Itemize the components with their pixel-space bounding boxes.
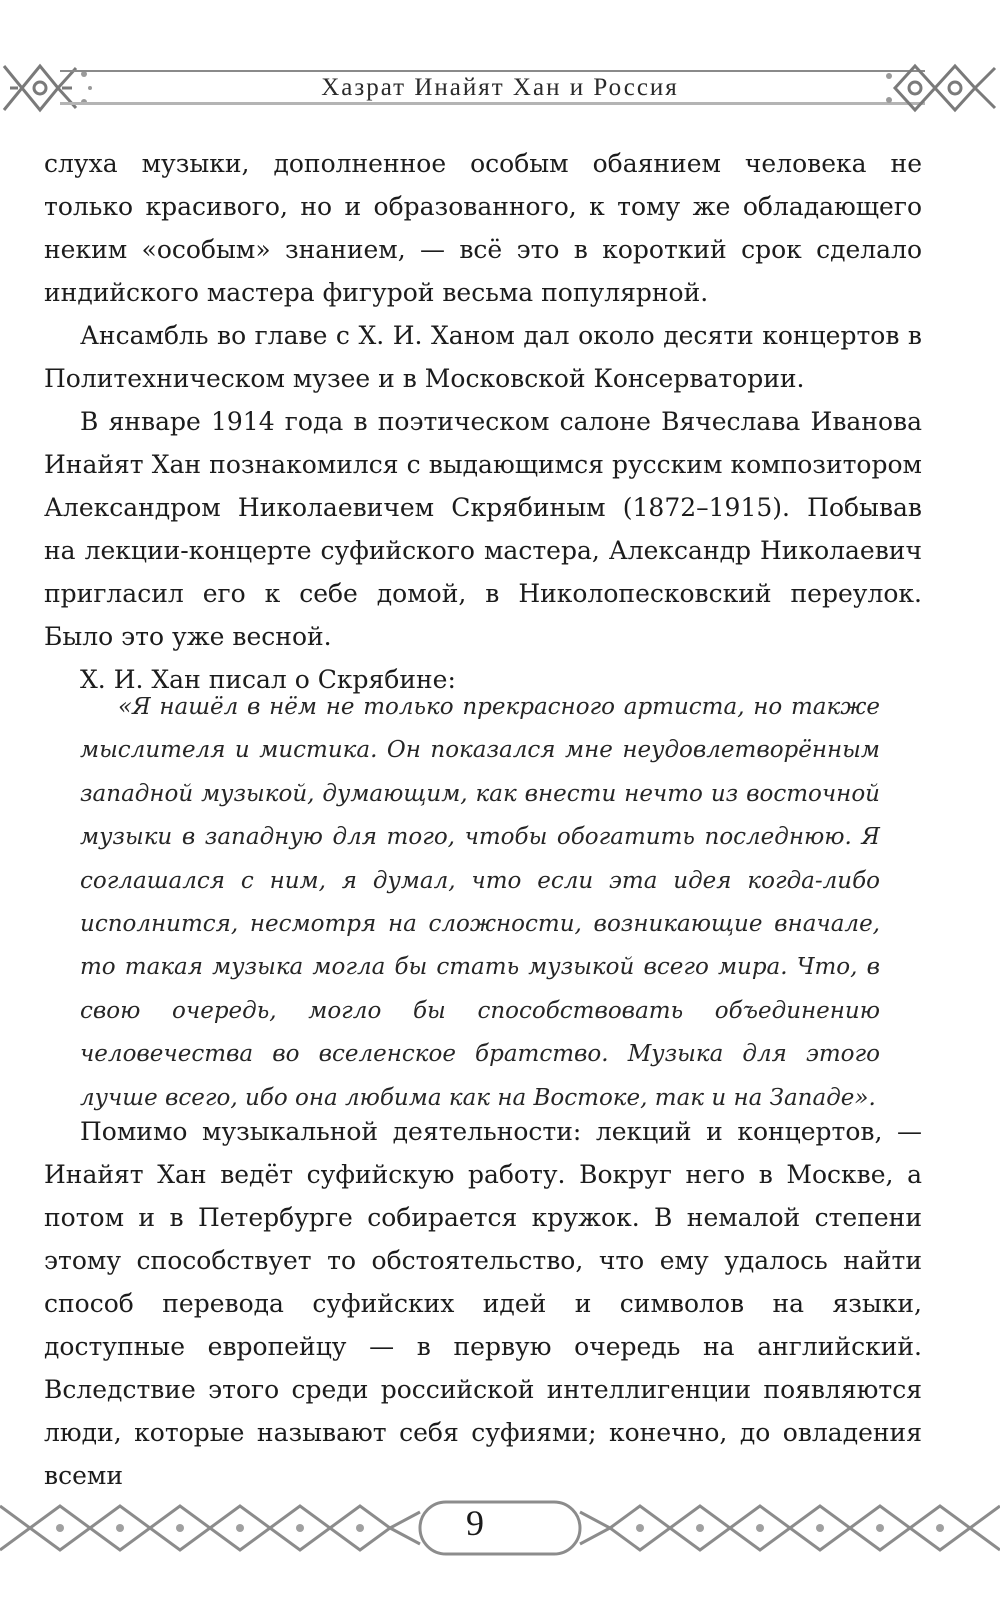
header-rule-top [60, 70, 925, 72]
paragraph: Х. И. Хан писал о Скрябине: [80, 665, 456, 694]
paragraph: Помимо музыкальной деятельности: лекций и концертов, — Инайят Хан ведёт суфийскую работу. Вокруг него в Москве, а потом и в Петербурге собирается кружок. В немалой степени этому способствует то обстоятельство, что ему удалось найти способ перевода суфийских идей и символов на языки, доступные европейцу — в первую очередь на английский. Вследствие этого среди российской интеллигенции появляются люди, которые называют себя суфиями; конечно, до овладения всеми [44, 1117, 922, 1490]
page-number: 9 [466, 1503, 484, 1543]
page-footer [0, 1488, 1000, 1568]
block-quote [80, 686, 880, 1120]
ornament-right-icon [885, 58, 1000, 120]
paragraph: слуха музыки, дополненное особым обаянием человека не только красивого, но и образованного, к тому же обладающего неким «особым» знанием, — всё это в короткий срок сделало индийского мастера фигурой весьма популярной. [44, 149, 922, 307]
paragraph: В январе 1914 года в поэтическом салоне Вячеслава Иванова Инайят Хан познакомился с выдающимся русским композитором Александром Николаевичем Скрябиным (1872–1915). Побывав на лекции-концерте суфийского мастера, Александр Николаевич пригласил его к себе домой, в Николопесковский переулок. Было это уже весной. [44, 407, 922, 651]
running-header [0, 58, 1000, 120]
running-title: Хазрат Инайят Хан и Россия [321, 74, 679, 101]
paragraph: Ансамбль во главе с Х. И. Ханом дал около десяти концертов в Политехническом музее и в Московской Консерватории. [44, 321, 922, 393]
quote-text: «Я нашёл в нём не только прекрасного артиста, но также мыслителя и мистика. Он показался мне неудовлетворённым западной музыкой, думающим, как внести нечто из восточной музыки в западную для того, чтобы обогатить последнюю. Я соглашался с ним, я думал, что если эта идея когда-либо исполнится, несмотря на сложности, возникающие вначале, то такая музыка могла бы стать музыкой всего мира. Что, в свою очередь, могло бы способствовать объединению человечества во вселенское братство. Музыка для этого лучше всего, ибо она любима как на Востоке, так и на Западе». [80, 694, 880, 1111]
body-text-top [44, 142, 922, 701]
header-rule-bottom [60, 102, 925, 105]
body-text-bottom [44, 1110, 922, 1497]
